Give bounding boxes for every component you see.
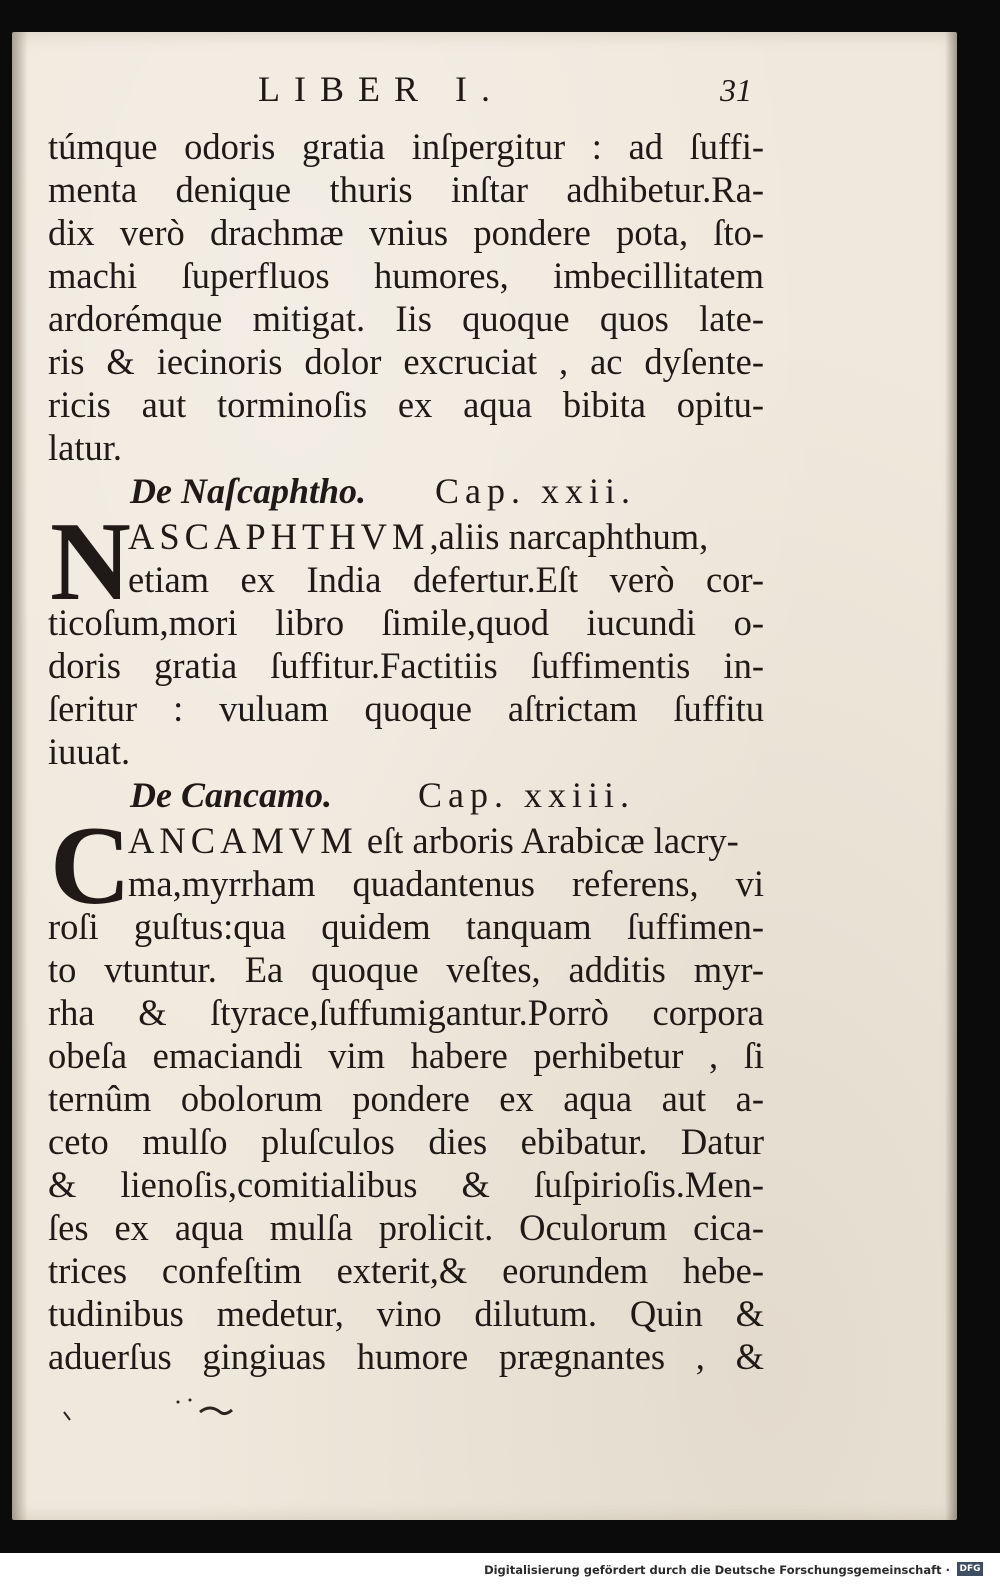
chapter-23-number: Cap. xxiii. [418,775,635,815]
text-line: dix verò drachmæ vnius pondere pota, ſto- [48,212,764,253]
text-line: ceto mulſo pluſculos dies ebibatur. Datur [48,1121,764,1162]
chapter-23-title: De Cancamo. [130,775,332,815]
text-line: roſi guſtus:qua quidem tanquam ſuffimen- [48,906,764,947]
text-line: ma,myrrham quadantenus referens, vi [128,863,764,904]
text-line: rha & ſtyrace,ſuffumigantur.Porrò corpora [48,992,764,1033]
first-word: ANCAMVM [128,820,358,861]
dfg-logo-icon: DFG [957,1562,983,1576]
ink-marks [60,1390,240,1430]
text-line-first [128,820,764,862]
drop-cap: N [50,500,131,624]
page-edge-shadow [945,32,957,1520]
text-line: túmque odoris gratia inſpergitur : ad ſuffi- [48,126,764,167]
running-head: LIBER I. [258,69,504,109]
text-line: ardorémque mitigat. Iis quoque quos late- [48,298,764,339]
text-line: to vtuntur. Ea quoque veſtes, additis myr- [48,949,764,990]
text-line: & lienoſis,comitialibus & ſuſpirioſis.Men- [48,1164,764,1205]
text-line: tudinibus medetur, vino dilutum. Quin & [48,1293,764,1334]
text-line: iuuat. [48,731,131,772]
page-gutter-shadow [12,32,28,1520]
text-line: aduerſus gingiuas humore prægnantes , & [48,1336,764,1377]
text-line: machi ſuperfluos humores, imbecillitatem [48,255,764,296]
text-line: ricis aut torminoſis ex aqua bibita opitu- [48,384,764,425]
page-number: 31 [720,72,752,108]
text-line: latur. [48,427,122,468]
first-word: ASCAPHTHVM [128,516,430,557]
text-line: ris & iecinoris dolor excruciat , ac dyſente- [48,341,764,382]
text-line: obeſa emaciandi vim habere perhibetur , ſi [48,1035,764,1076]
first-line-rest: eſt arboris Arabicæ lacry- [357,820,739,861]
first-line-rest: ,aliis narcaphthum, [429,516,709,557]
text-line: etiam ex India defertur.Eſt verò cor- [128,559,764,600]
text-line: menta denique thuris inſtar adhibetur.Ra- [48,169,764,210]
chapter-22-number: Cap. xxii. [435,471,636,511]
chapter-22-title: De Naſcaphtho. [130,471,366,511]
drop-cap: C [50,804,131,928]
text-line: ſeritur : vuluam quoque aſtrictam ſuffitu [48,688,764,729]
footer-credit: Digitalisierung gefördert durch die Deutsche Forschungsgemeinschaft · [484,1563,950,1577]
text-line: doris gratia ſuffitur.Factitiis ſuffimentis in- [48,645,764,686]
text-line: ticoſum,mori libro ſimile,quod iucundi o- [48,602,764,643]
text-line: ſes ex aqua mulſa prolicit. Oculorum cica- [48,1207,764,1248]
text-line: trices confeſtim exterit,& eorundem hebe- [48,1250,764,1291]
text-line: ternûm obolorum pondere ex aqua aut a- [48,1078,764,1119]
text-line-first [128,516,764,558]
